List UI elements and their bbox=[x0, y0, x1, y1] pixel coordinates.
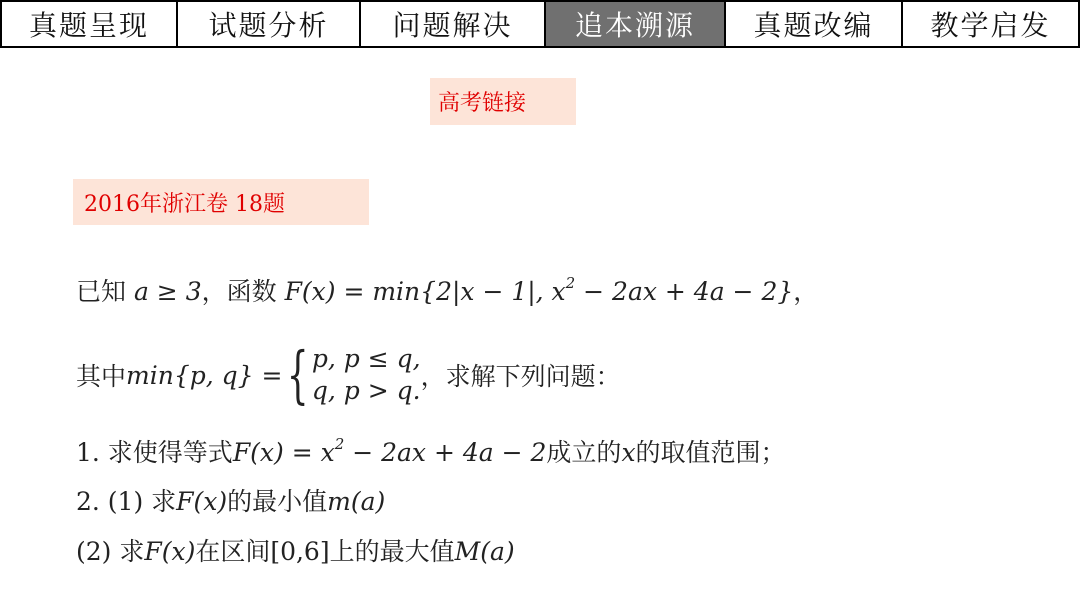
question-2-1-line bbox=[76, 482, 385, 518]
q2-text-a: 2. (1) 求 bbox=[76, 487, 177, 516]
q3-text-a: (2) 求 bbox=[76, 537, 145, 566]
q3-function: F(x) bbox=[144, 537, 196, 566]
tab-zhuiben-suyuan[interactable]: 追本溯源 bbox=[544, 0, 724, 46]
q1-equation-tail: − 2ax + 4a − 2 bbox=[344, 438, 547, 467]
question-1-line bbox=[76, 433, 786, 469]
question-2-2-line bbox=[76, 532, 515, 568]
q1-exponent: 2 bbox=[334, 434, 345, 453]
tab-zhenti-chengxian[interactable]: 真题呈现 bbox=[0, 0, 176, 46]
intro-text-a: 已知 bbox=[76, 277, 134, 306]
where-text: 其中 bbox=[76, 362, 127, 391]
tab-shiti-fenxi[interactable]: 试题分析 bbox=[176, 0, 359, 46]
q1-equation: F(x) = x bbox=[232, 438, 335, 467]
function-definition: F(x) = min{2|x − 1|, x bbox=[284, 277, 566, 306]
q2-function: F(x) bbox=[176, 487, 228, 516]
q1-text-a: 1. 求使得等式 bbox=[76, 438, 233, 467]
case-two: q, p > q. bbox=[311, 376, 421, 405]
piecewise-cases bbox=[312, 343, 421, 407]
q2-text-b: 的最小值 bbox=[227, 487, 328, 516]
q3-max-value: M(a) bbox=[454, 537, 515, 566]
problem-intro-line bbox=[76, 272, 818, 308]
q1-text-b: 成立的 bbox=[546, 438, 622, 467]
q1-text-c: 的取值范围； bbox=[635, 438, 786, 467]
tab-wenti-jiejue[interactable]: 问题解决 bbox=[359, 0, 544, 46]
tab-zhenti-gaibian[interactable]: 真题改编 bbox=[724, 0, 901, 46]
min-definition-line bbox=[76, 340, 621, 410]
function-exponent: 2 bbox=[565, 273, 576, 292]
where-tail-text: ，求解下列问题： bbox=[420, 362, 621, 391]
source-badge: 2016年浙江卷 18题 bbox=[73, 179, 369, 225]
intro-text-b: ，函数 bbox=[201, 277, 285, 306]
intro-text-c: ， bbox=[793, 277, 819, 306]
left-brace-icon: { bbox=[287, 338, 310, 411]
gaokao-link-badge: 高考链接 bbox=[430, 78, 576, 125]
intro-condition: a ≥ 3 bbox=[133, 277, 202, 306]
q3-text-b: 在区间[0,6]上的最大值 bbox=[195, 537, 455, 566]
tab-jiaoxue-qifa[interactable]: 教学启发 bbox=[901, 0, 1080, 46]
q1-variable: x bbox=[621, 438, 636, 467]
min-notation: min{p, q} = bbox=[126, 360, 283, 390]
nav-tabbar bbox=[0, 0, 1080, 48]
function-definition-tail: − 2ax + 4a − 2} bbox=[575, 277, 794, 306]
q2-min-value: m(a) bbox=[327, 487, 386, 516]
case-one: p, p ≤ q, bbox=[311, 344, 421, 373]
